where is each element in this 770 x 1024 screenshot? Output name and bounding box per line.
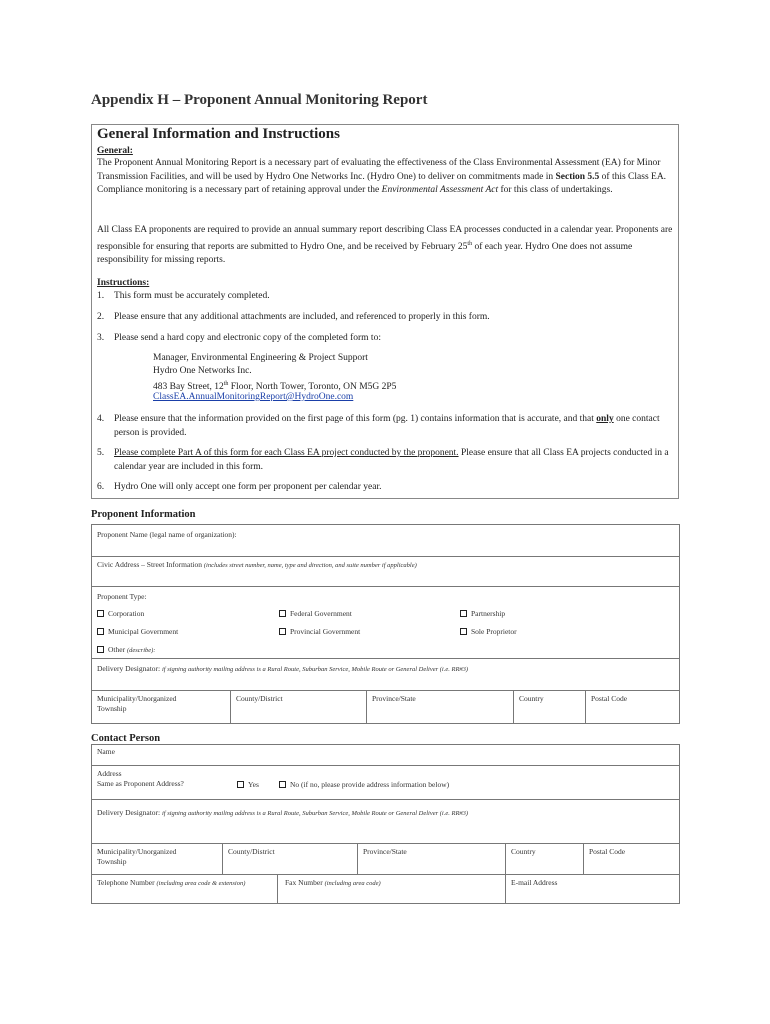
province-label: Province/State xyxy=(372,694,416,703)
contact-county-label: County/District xyxy=(228,847,275,856)
checkbox-federal[interactable] xyxy=(279,610,286,617)
municipality-label: Municipality/Unorganized Township xyxy=(97,694,177,713)
telephone-label: Telephone Number (including area code & extension) xyxy=(97,878,246,887)
option-federal-government[interactable]: Federal Government xyxy=(279,609,352,618)
county-label: County/District xyxy=(236,694,283,703)
delivery-designator-field[interactable] xyxy=(92,675,678,689)
checkbox-municipal[interactable] xyxy=(97,628,104,635)
proponent-name-label: Proponent Name (legal name of organization): xyxy=(97,530,237,539)
option-provincial-government[interactable]: Provincial Government xyxy=(279,627,360,636)
address-line-2: Hydro One Networks Inc. xyxy=(153,366,252,376)
checkbox-corporation[interactable] xyxy=(97,610,104,617)
proponent-name-field[interactable] xyxy=(92,541,678,555)
checkbox-other[interactable] xyxy=(97,646,104,653)
option-other[interactable]: Other (describe): xyxy=(97,645,155,654)
contact-province-label: Province/State xyxy=(363,847,407,856)
email-link[interactable]: ClassEA.AnnualMonitoringReport@HydroOne.com xyxy=(153,392,354,402)
country-label: Country xyxy=(519,694,544,703)
contact-municipality-label: Municipality/Unorganized Township xyxy=(97,847,177,866)
proponent-heading: Proponent Information xyxy=(91,509,196,520)
contact-postal-code-label: Postal Code xyxy=(589,847,626,856)
instruction-item-3: 3. Please send a hard copy and electronic copy of the completed form to: xyxy=(97,333,381,343)
option-same-yes[interactable]: Yes xyxy=(237,780,259,789)
option-corporation[interactable]: Corporation xyxy=(97,609,144,618)
checkbox-sole[interactable] xyxy=(460,628,467,635)
fax-label: Fax Number (including area code) xyxy=(285,878,381,887)
delivery-designator-label: Delivery Designator: if signing authority mailing address is a Rural Route, Suburban Service, Mobile Route or General Deliver (i.e. RR#3) xyxy=(97,664,469,673)
contact-delivery-designator-label: Delivery Designator: if signing authority mailing address is a Rural Route, Suburban Service, Mobile Route or General Deliver (i.e. RR#3) xyxy=(97,808,469,817)
instruction-item-5: 5. Please complete Part A of this form for each Class EA project conducted by the proponent. Please ensure that all Class EA projects conducted in a calendar year are included in this form. xyxy=(97,448,669,472)
checkbox-partnership[interactable] xyxy=(460,610,467,617)
proponent-type-label: Proponent Type: xyxy=(97,592,147,601)
contact-address-label: Address Same as Proponent Address? xyxy=(97,769,184,788)
instruction-item-6: 6. Hydro One will only accept one form per proponent per calendar year. xyxy=(97,482,382,492)
general-subheading: General: xyxy=(97,146,133,156)
option-sole-proprietor[interactable]: Sole Proprietor xyxy=(460,627,517,636)
general-paragraph-2: All Class EA proponents are required to provide an annual summary report describing Class EA processes conducted in a calendar year. Proponents are responsible for ensuring that reports are submitted to Hydro One, and be received by February 25th of each year. Hydro One does not assume responsibility for missing reports. xyxy=(97,225,673,266)
instruction-item-1: 1. This form must be accurately completed. xyxy=(97,291,270,301)
page-title: Appendix H – Proponent Annual Monitoring Report xyxy=(91,92,428,108)
instruction-item-4: 4. Please ensure that the information provided on the first page of this form (pg. 1) contains information that is accurate, and that only one contact person is provided. xyxy=(97,414,660,438)
contact-country-label: Country xyxy=(511,847,536,856)
address-line-3: 483 Bay Street, 12th Floor, North Tower, Toronto, ON M5G 2P5 xyxy=(153,381,397,393)
instructions-heading: Instructions: xyxy=(97,278,150,288)
checkbox-no[interactable] xyxy=(279,781,286,788)
general-info-heading: General Information and Instructions xyxy=(97,126,340,142)
contact-name-label: Name xyxy=(97,747,115,756)
civic-address-label: Civic Address – Street Information (includes street number, name, type and direction, and suite number if applicable) xyxy=(97,560,417,569)
option-partnership[interactable]: Partnership xyxy=(460,609,505,618)
checkbox-yes[interactable] xyxy=(237,781,244,788)
checkbox-provincial[interactable] xyxy=(279,628,286,635)
option-same-no[interactable]: No (if no, please provide address information below) xyxy=(279,780,449,789)
address-email-link[interactable] xyxy=(153,391,353,404)
civic-address-field[interactable] xyxy=(92,571,678,585)
address-line-1: Manager, Environmental Engineering & Project Support xyxy=(153,353,368,363)
instruction-item-2: 2. Please ensure that any additional attachments are included, and referenced to properly in this form. xyxy=(97,312,490,322)
general-paragraph-1: The Proponent Annual Monitoring Report is a necessary part of evaluating the effectiveness of the Class Environmental Assessment (EA) for Minor Transmission Facilities, and will be used by Hydro One Networks Inc. (Hydro One) to deliver on commitments made in Section 5.5 of this Class EA. Compliance monitoring is a necessary part of retaining approval under the Environmental Assessment Act for this class of undertakings. xyxy=(97,158,667,196)
option-municipal-government[interactable]: Municipal Government xyxy=(97,627,178,636)
email-label: E-mail Address xyxy=(511,878,558,887)
postal-code-label: Postal Code xyxy=(591,694,628,703)
contact-heading: Contact Person xyxy=(91,733,161,744)
